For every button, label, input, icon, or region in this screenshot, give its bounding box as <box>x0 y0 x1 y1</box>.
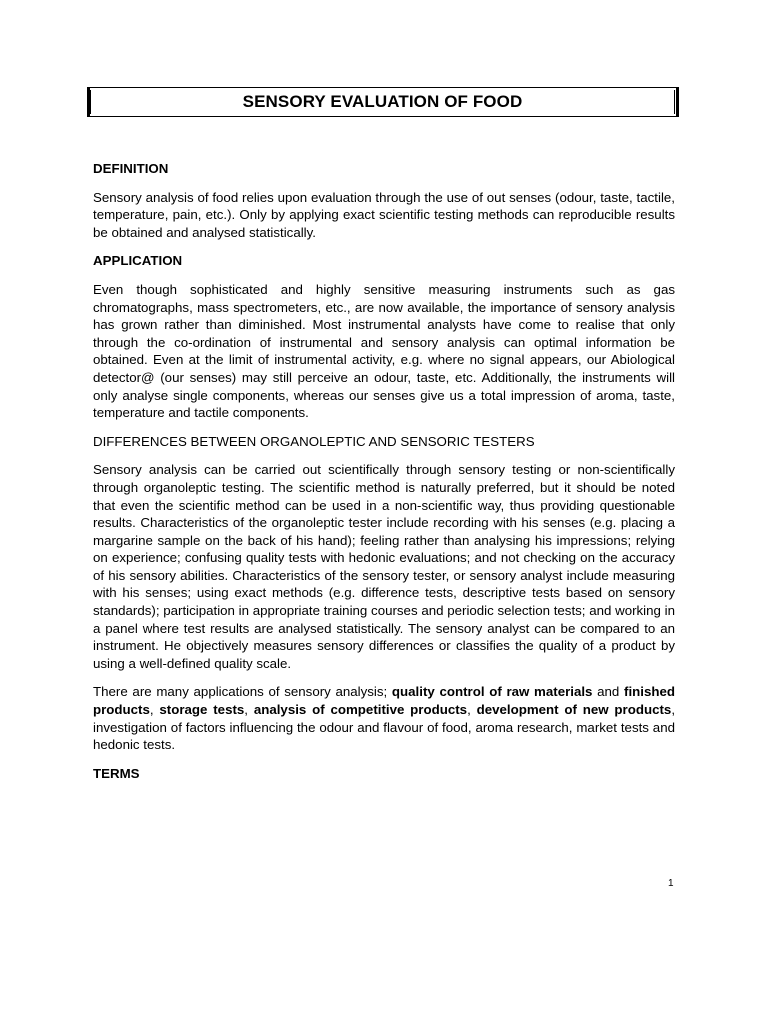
application-paragraph: Even though sophisticated and highly sensitive measuring instruments such as gas chromatographs, mass spectrometers, etc., are now available, the importance of sensory analysis has grown rather than diminished. Most instrumental analysts have come to realise that only through the co-ordination of instrumental and sensory analysis can optimal information be obtained. Even at the limit of instrumental activity, e.g. where no signal appears, our Abiological detector@ (our senses) may still perceive an odour, taste, etc. Additionally, the instruments will only analyse single components, whereas our senses give us a total impression of aroma, taste, temperature and tactile components. <box>93 281 675 421</box>
differences-heading: DIFFERENCES BETWEEN ORGANOLEPTIC AND SENSORIC TESTERS <box>93 433 535 449</box>
applications-bold-5: development of new products <box>476 702 672 718</box>
title-box <box>87 87 678 117</box>
page-number: 1 <box>668 878 674 889</box>
applications-text-1: and <box>592 684 625 700</box>
applications-paragraph <box>93 683 675 753</box>
applications-bold-1: quality control of raw materials <box>391 684 593 700</box>
definition-heading: DEFINITION <box>93 161 169 176</box>
differences-paragraph: Sensory analysis can be carried out scientifically through sensory testing or non-scientifically through organoleptic testing. The scientific method is naturally preferred, but it should be noted that even the scientific method can be used in a non-scientific way, thus providing questionable results. Characteristics of the organoleptic tester include recording with his senses (e.g. placing a margarine sample on the back of his hand); feeling rather than analysing his impressions; relying on experience; confusing quality tests with hedonic evaluations; and not checking on the accuracy of his sensory abilities. Characteristics of the sensory tester, or sensory analyst include measuring with his senses; using exact methods (e.g. difference tests, descriptive tests based on sensory standards); participation in appropriate training courses and periodic selection tests; and working in a panel where test results are analysed statistically. The sensory analyst can be compared to an instrument. He objectively measures sensory differences or classifies the quality of a product by using a well-defined quality scale. <box>93 462 675 671</box>
applications-text-2: , <box>149 702 160 718</box>
definition-paragraph: Sensory analysis of food relies upon evaluation through the use of out senses (odour, taste, tactile, temperature, pain, etc.). Only by applying exact scientific testing methods can reproducible results be obtained and analysed statistically. <box>93 189 675 240</box>
applications-bold-4: analysis of competitive products <box>253 702 468 718</box>
applications-text-4: , <box>467 702 477 718</box>
terms-heading: TERMS <box>93 765 140 781</box>
applications-intro: There are many applications of sensory analysis; <box>93 684 392 700</box>
applications-bold-2: finished products <box>93 684 676 718</box>
page-title: SENSORY EVALUATION OF FOOD <box>242 92 523 111</box>
applications-text-5: , investigation of factors influencing the odour and flavour of food, aroma research, market tests and hedonic tests. <box>93 702 676 753</box>
applications-bold-3: storage tests <box>159 702 245 718</box>
document-body <box>93 160 675 793</box>
application-heading: APPLICATION <box>93 253 183 269</box>
applications-text-3: , <box>244 702 254 718</box>
